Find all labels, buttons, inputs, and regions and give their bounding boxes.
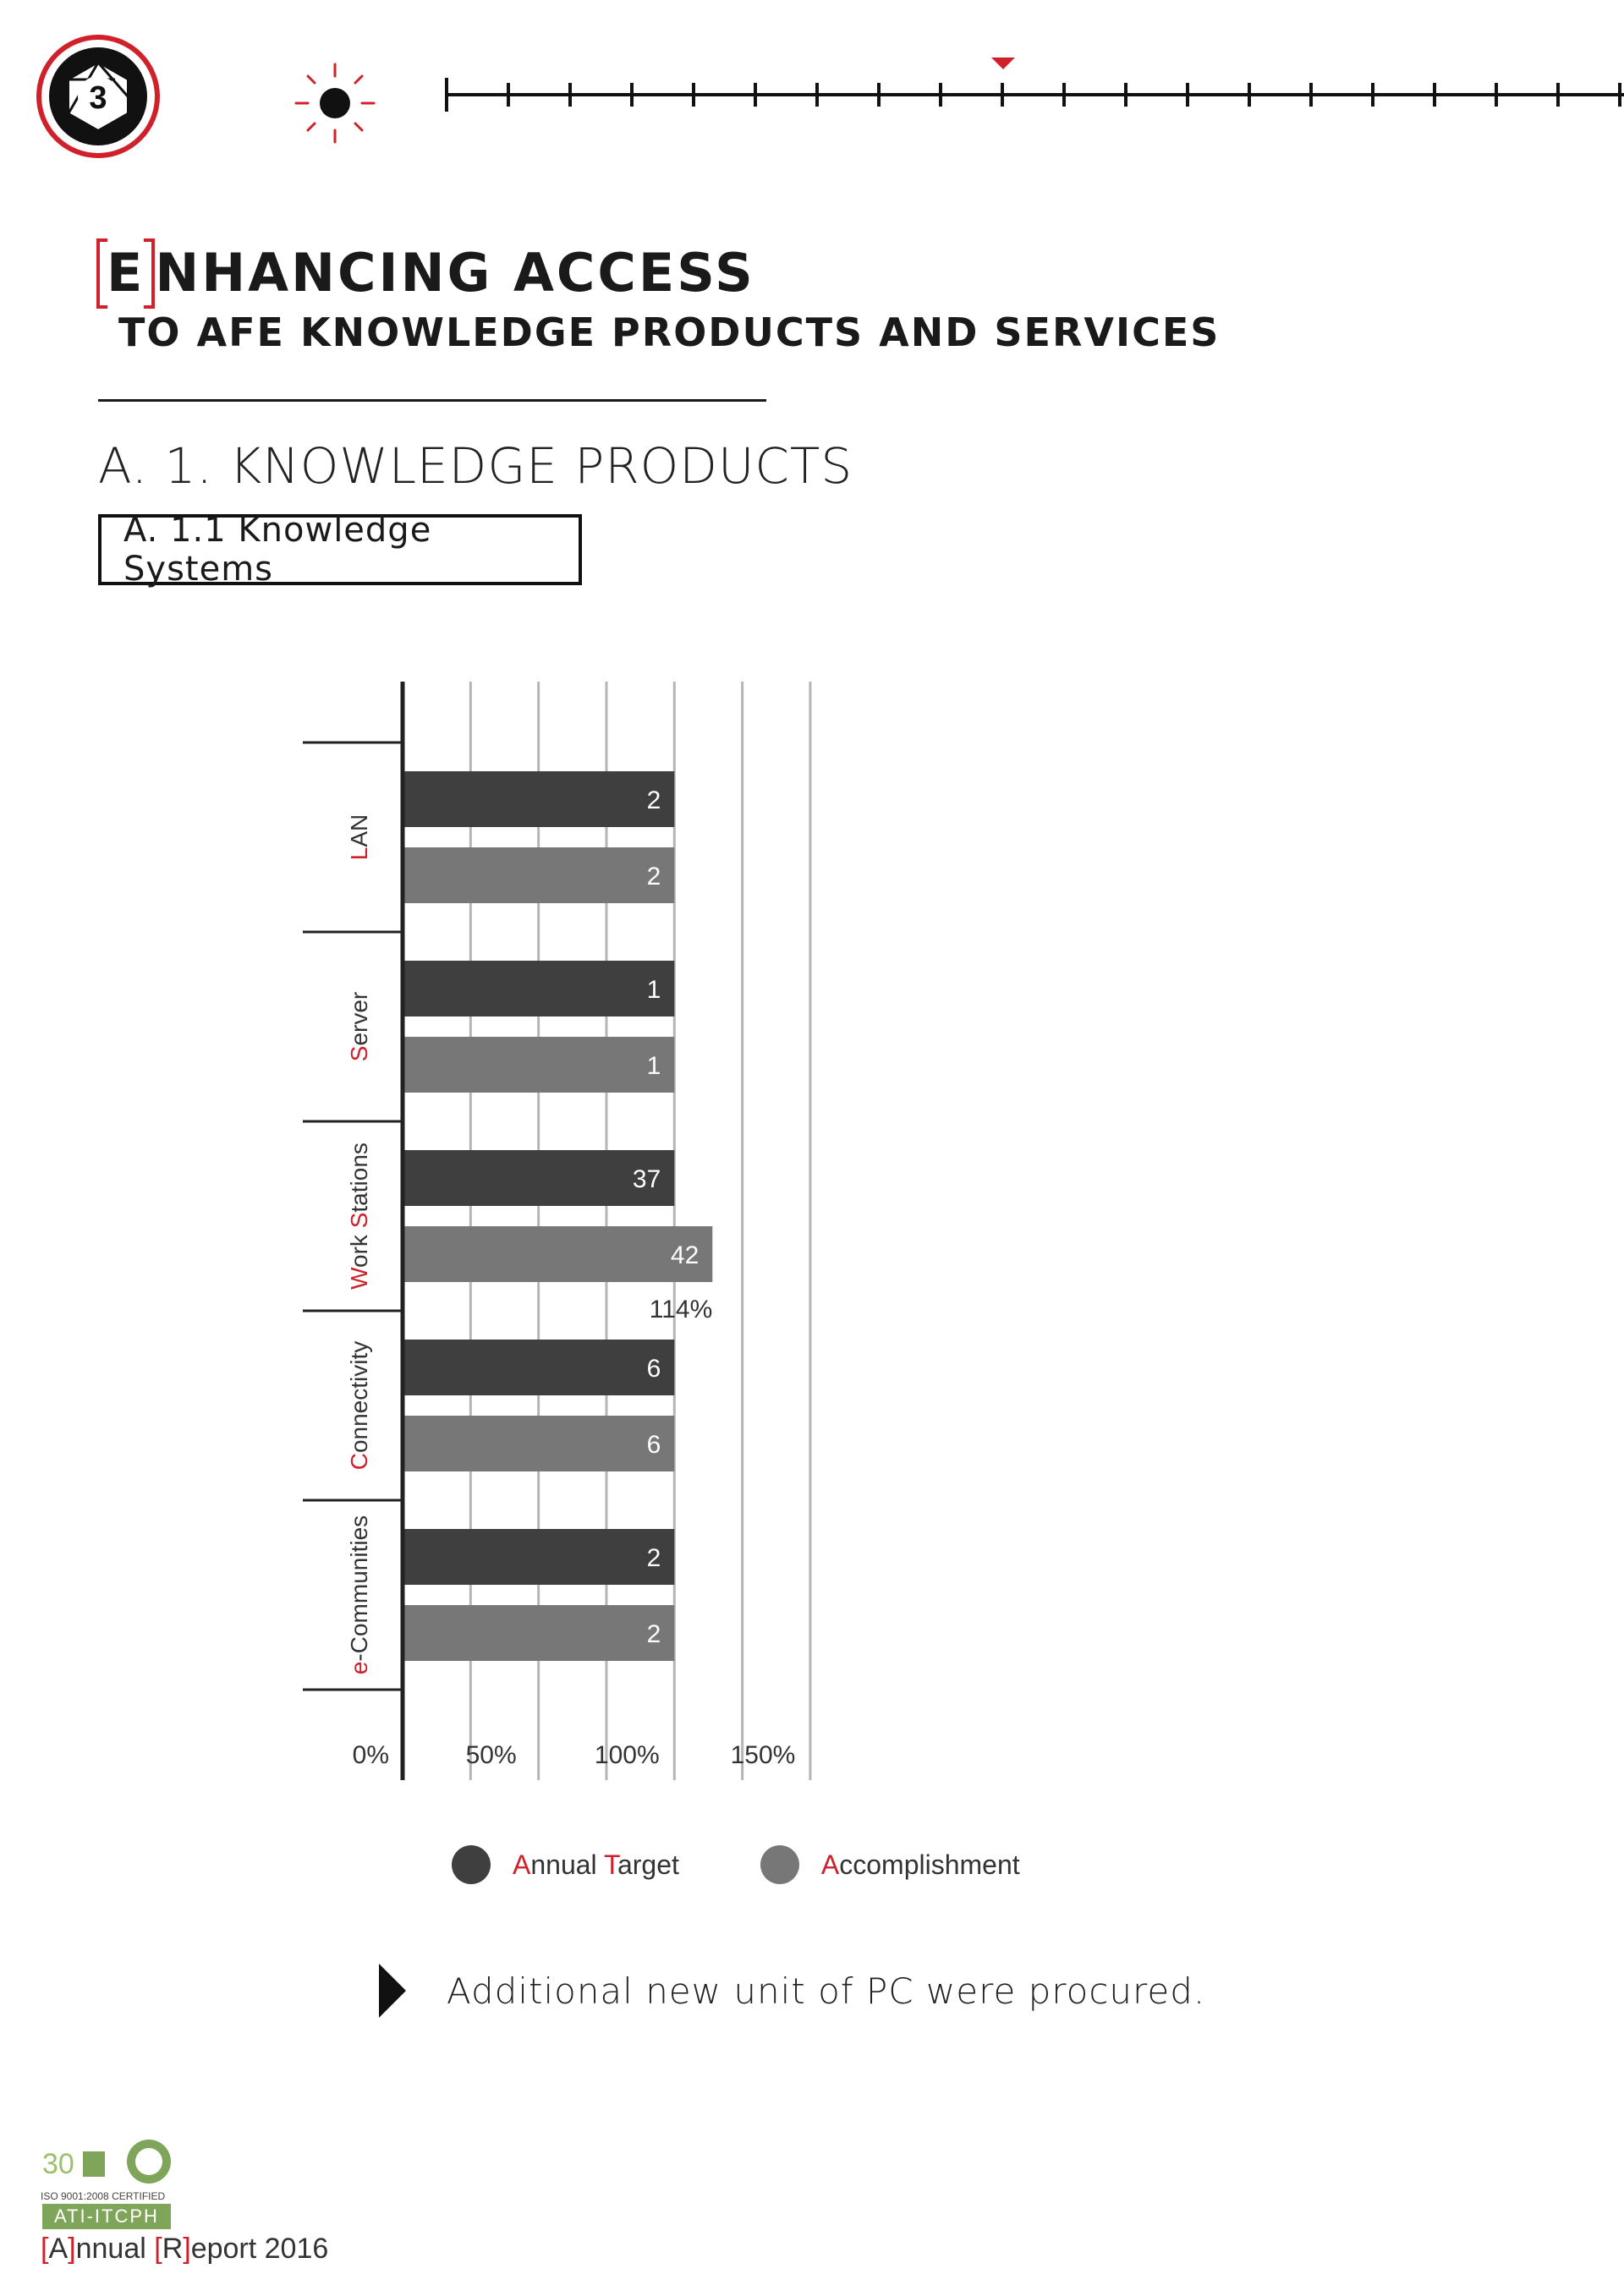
bar-accomplishment bbox=[404, 1605, 674, 1661]
bar-value-label: 1 bbox=[646, 1052, 661, 1080]
bar-target bbox=[404, 771, 674, 827]
bar-accomplishment bbox=[404, 1226, 712, 1282]
bar-target bbox=[404, 961, 674, 1016]
timeline-marker-icon bbox=[991, 58, 1015, 69]
chart-legend bbox=[452, 1845, 1020, 1884]
bar-value-label: 6 bbox=[646, 1355, 661, 1383]
annotation-label: 114% bbox=[649, 1296, 713, 1323]
knowledge-systems-chart bbox=[288, 677, 1252, 1793]
x-tick-label: 150% bbox=[730, 1741, 796, 1769]
bar-value-label: 2 bbox=[646, 1620, 661, 1648]
note bbox=[379, 1964, 1205, 2018]
svg-text:30: 30 bbox=[42, 2148, 74, 2180]
bar-accomplishment bbox=[404, 1037, 674, 1093]
bar-target bbox=[404, 1529, 674, 1585]
bar-target bbox=[404, 1340, 674, 1395]
title-main-text: NHANCING ACCESS bbox=[155, 242, 755, 304]
subsection-label: A. 1.1 Knowledge Systems bbox=[123, 511, 432, 589]
x-tick-label: 0% bbox=[352, 1741, 389, 1769]
iso-certification: ISO 9001:2008 CERTIFIED bbox=[41, 2190, 166, 2202]
timeline-ruler bbox=[440, 51, 1624, 118]
sun-icon bbox=[291, 59, 379, 147]
legend-label-accomplishment: Accomplishment bbox=[820, 1849, 1020, 1880]
subsection-title bbox=[98, 511, 582, 589]
note-text: Additional new unit of PC were procured. bbox=[447, 1970, 1206, 2012]
play-arrow-icon bbox=[379, 1964, 406, 2018]
bar-value-label: 6 bbox=[646, 1431, 661, 1459]
category-label: Work Stations bbox=[346, 1143, 372, 1290]
category-label: LAN bbox=[346, 814, 372, 861]
bar-value-label: 1 bbox=[646, 976, 661, 1004]
legend-item-target bbox=[452, 1845, 679, 1884]
bar-value-label: 2 bbox=[646, 786, 661, 814]
x-tick-label: 50% bbox=[465, 1741, 517, 1769]
page-number-badge bbox=[34, 32, 162, 161]
bar-accomplishment bbox=[404, 1416, 674, 1471]
section-title: A. 1. KNOWLEDGE PRODUCTS bbox=[98, 437, 853, 495]
title-initial: E bbox=[98, 242, 153, 304]
category-label: Connectivity bbox=[346, 1340, 372, 1471]
bar-accomplishment bbox=[404, 847, 674, 903]
report-label: [A]nnual [R]eport 2016 bbox=[41, 2233, 329, 2265]
bar-value-label: 37 bbox=[632, 1165, 661, 1193]
category-label: Server bbox=[346, 991, 372, 1062]
bar-value-label: 2 bbox=[646, 863, 661, 890]
org-tag: ATI-ITCPH bbox=[42, 2204, 171, 2229]
bar-value-label: 2 bbox=[646, 1544, 661, 1572]
page-number: 3 bbox=[89, 80, 107, 116]
title-divider bbox=[98, 399, 766, 402]
bar-value-label: 42 bbox=[670, 1241, 700, 1269]
legend-swatch-target bbox=[452, 1845, 491, 1884]
category-label: e-Communities bbox=[346, 1515, 372, 1675]
legend-swatch-accomplishment bbox=[760, 1845, 799, 1884]
legend-label-target: Annual Target bbox=[513, 1849, 679, 1880]
x-tick-label: 100% bbox=[594, 1741, 660, 1769]
page-title bbox=[98, 242, 755, 304]
legend-item-accomplishment bbox=[760, 1845, 1020, 1884]
page-subtitle: TO AFE KNOWLEDGE PRODUCTS AND SERVICES bbox=[118, 310, 1221, 355]
